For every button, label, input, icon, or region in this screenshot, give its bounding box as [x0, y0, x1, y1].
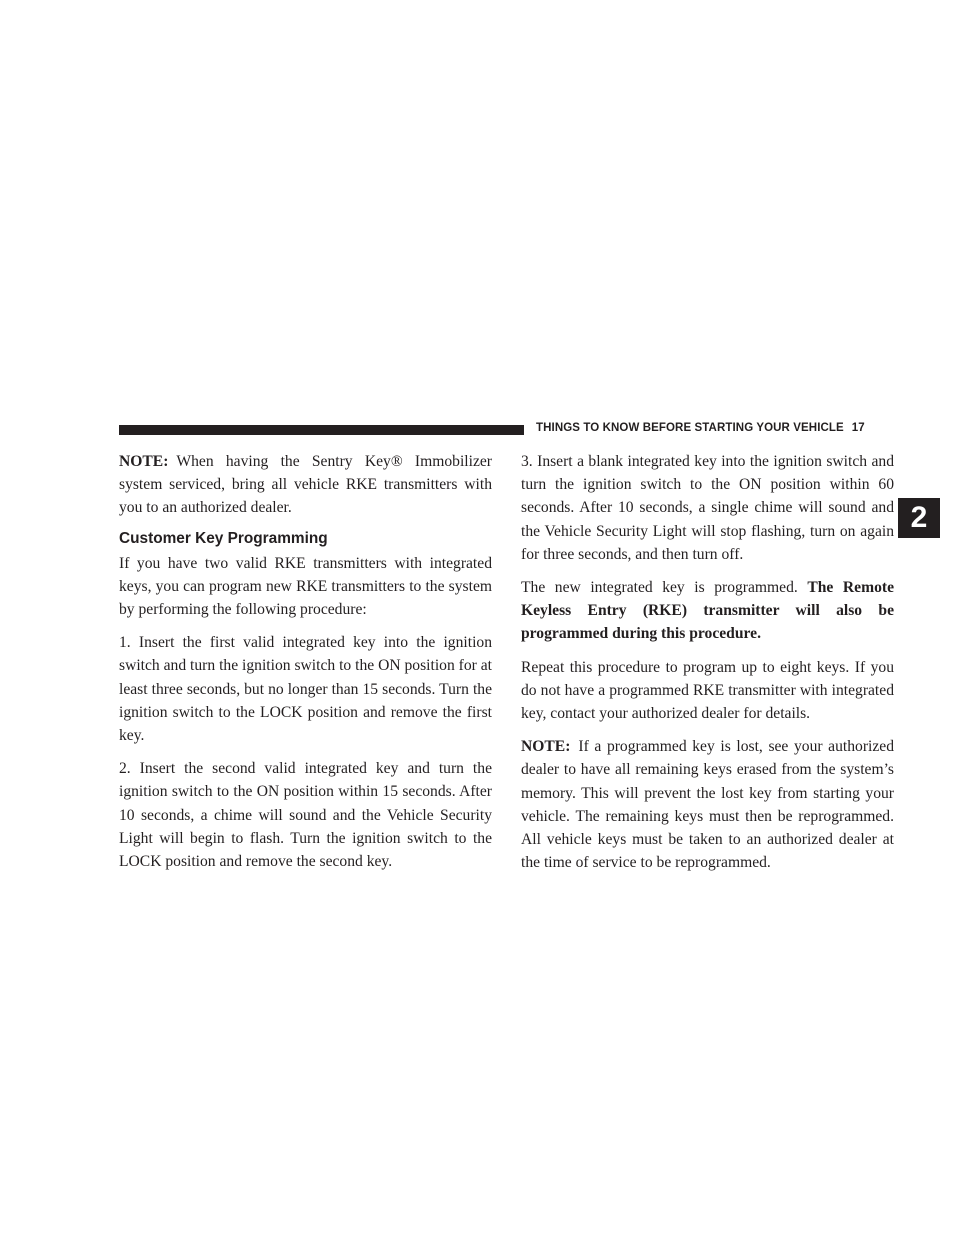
programmed-text: The new integrated key is programmed. — [521, 579, 798, 597]
chapter-tab: 2 — [898, 498, 940, 538]
intro-paragraph: If you have two valid RKE transmitters with integrated keys, you can program new RKE transmitters to the system by performing the following procedure: — [119, 554, 492, 619]
section-heading: Customer Key Programming — [119, 529, 328, 547]
note-sentry-key — [119, 450, 492, 520]
repeat-paragraph: Repeat this procedure to program up to eight keys. If you do not have a programmed RKE transmitter with integrated key, contact your authorized dealer for details. — [521, 658, 894, 723]
note-label: NOTE: — [119, 453, 169, 470]
step-2: 2. Insert the second valid integrated key and turn the ignition switch to the ON position within 15 seconds. After 10 seconds, a chime will sound and the Vehicle Security Light will begin to flash. Turn the ignition switch to the LOCK position and remove the second key. — [119, 760, 492, 871]
page-number: 17 — [851, 422, 865, 434]
step-3: 3. Insert a blank integrated key into the ignition switch and turn the ignition switch to the ON position within 60 seconds. After 10 seconds, a single chime will sound and the Vehicle Security Light will stop flashing, turn on again for three seconds, and then turn off. — [521, 453, 894, 563]
note-text: If a programmed key is lost, see your authorized dealer to have all remaining keys erased from the system’s memory. This will prevent the lost key from starting your vehicle. The remaining keys must then be reprogrammed. All vehicle keys must be taken to an authorized dealer at the time of service to be reprogrammed. — [521, 738, 894, 872]
running-header — [536, 422, 865, 434]
header-rule-bar — [119, 425, 524, 435]
section-title: THINGS TO KNOW BEFORE STARTING YOUR VEHICLE — [536, 422, 844, 434]
note-label: NOTE: — [521, 738, 571, 756]
programmed-paragraph — [521, 576, 894, 646]
step-1: 1. Insert the first valid integrated key into the ignition switch and turn the ignition switch to the ON position for at least three seconds, but no longer than 15 seconds. Turn the ignition switch to the LOCK position and remove the first key. — [119, 634, 492, 745]
note-text: When having the Sentry Key® Immobilizer system serviced, bring all vehicle RKE transmitters with you to an authorized dealer. — [119, 453, 492, 517]
left-column — [119, 450, 492, 883]
right-column — [521, 450, 894, 884]
programmed-bold-text: The Remote Keyless Entry (RKE) transmitter will also be programmed during this procedure. — [521, 579, 894, 643]
note-lost-key — [521, 735, 894, 874]
